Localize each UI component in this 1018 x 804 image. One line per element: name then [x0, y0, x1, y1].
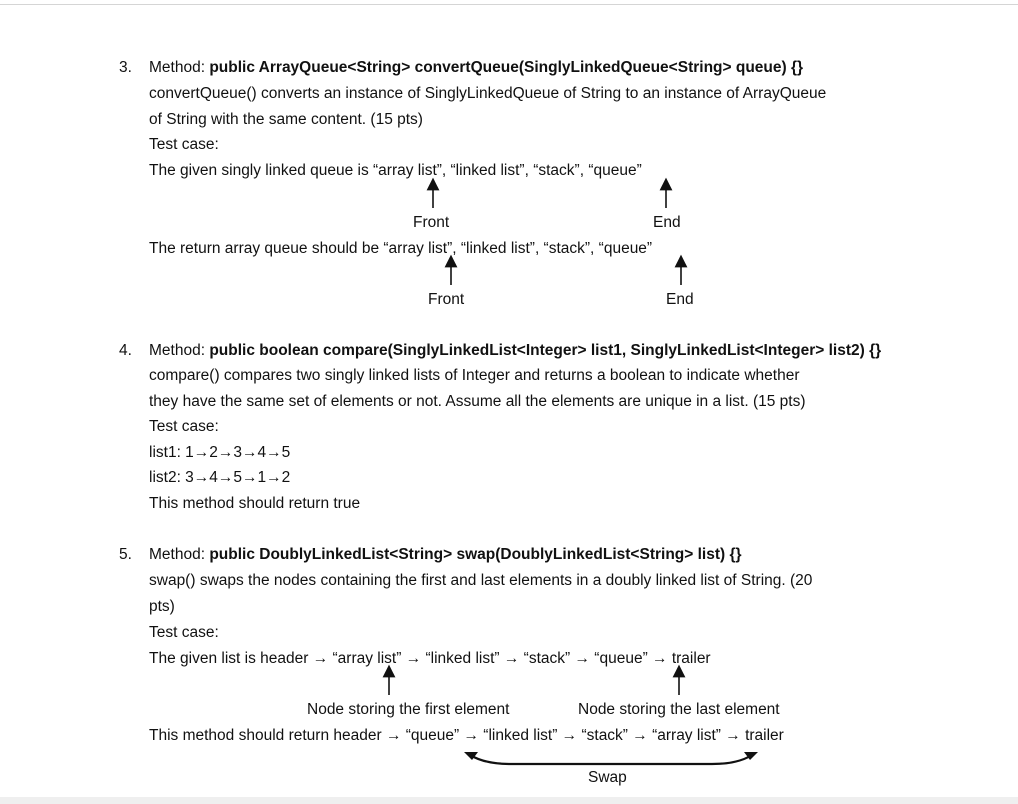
method-prefix: Method:	[149, 59, 210, 76]
question-4-result: This method should return true	[149, 495, 361, 512]
question-5-given-list: The given list is header → “array list” → “linked list” → “stack” → “queue” → trailer	[149, 650, 711, 667]
swap-arrow-icon	[470, 755, 752, 764]
method-signature: public DoublyLinkedList<String> swap(DoublyLinkedList<String> list) {}	[209, 546, 742, 563]
question-3-desc-line-1: convertQueue() converts an instance of SinglyLinkedQueue of String to an instance of ArrayQueue	[149, 85, 827, 102]
question-5-desc-line-2: pts)	[149, 598, 175, 615]
question-5-desc-line-1: swap() swaps the nodes containing the first and last elements in a doubly linked list of String. (20	[149, 572, 813, 589]
question-4-desc-line-1: compare() compares two singly linked lists of Integer and returns a boolean to indicate whether	[149, 367, 800, 384]
front-label-1: Front	[413, 214, 450, 231]
list2-line: list2: 3→4→5→1→2	[149, 469, 291, 486]
front-label-2: Front	[428, 291, 465, 308]
method-prefix: Method:	[149, 342, 210, 359]
question-4-number: 4.	[119, 342, 132, 359]
question-5-test-case-label: Test case:	[149, 624, 219, 641]
question-3-desc-line-2: of String with the same content. (15 pts)	[149, 111, 423, 128]
method-prefix: Method:	[149, 546, 210, 563]
bottom-bar	[0, 797, 1018, 804]
question-5-number: 5.	[119, 546, 132, 563]
question-3-given-queue: The given singly linked queue is “array list”, “linked list”, “stack”, “queue”	[149, 162, 642, 179]
method-signature: public ArrayQueue<String> convertQueue(SinglyLinkedQueue<String> queue) {}	[209, 59, 804, 76]
first-node-label: Node storing the first element	[307, 701, 510, 718]
end-label-2: End	[666, 291, 694, 308]
end-label-1: End	[653, 214, 681, 231]
list1-line: list1: 1→2→3→4→5	[149, 444, 291, 461]
question-4-test-case-label: Test case:	[149, 418, 219, 435]
question-4-desc-line-2: they have the same set of elements or not. Assume all the elements are unique in a list. (15 pts)	[149, 393, 806, 410]
question-3-test-case-label: Test case:	[149, 136, 219, 153]
swap-label: Swap	[588, 769, 627, 786]
method-signature: public boolean compare(SinglyLinkedList<Integer> list1, SinglyLinkedList<Integer> list2) {}	[209, 342, 882, 359]
question-5-result: This method should return header → “queue” → “linked list” → “stack” → “array list” → trailer	[149, 727, 784, 744]
last-node-label: Node storing the last element	[578, 701, 780, 718]
question-3-number: 3.	[119, 59, 132, 76]
question-3-return-queue: The return array queue should be “array list”, “linked list”, “stack”, “queue”	[149, 240, 653, 257]
